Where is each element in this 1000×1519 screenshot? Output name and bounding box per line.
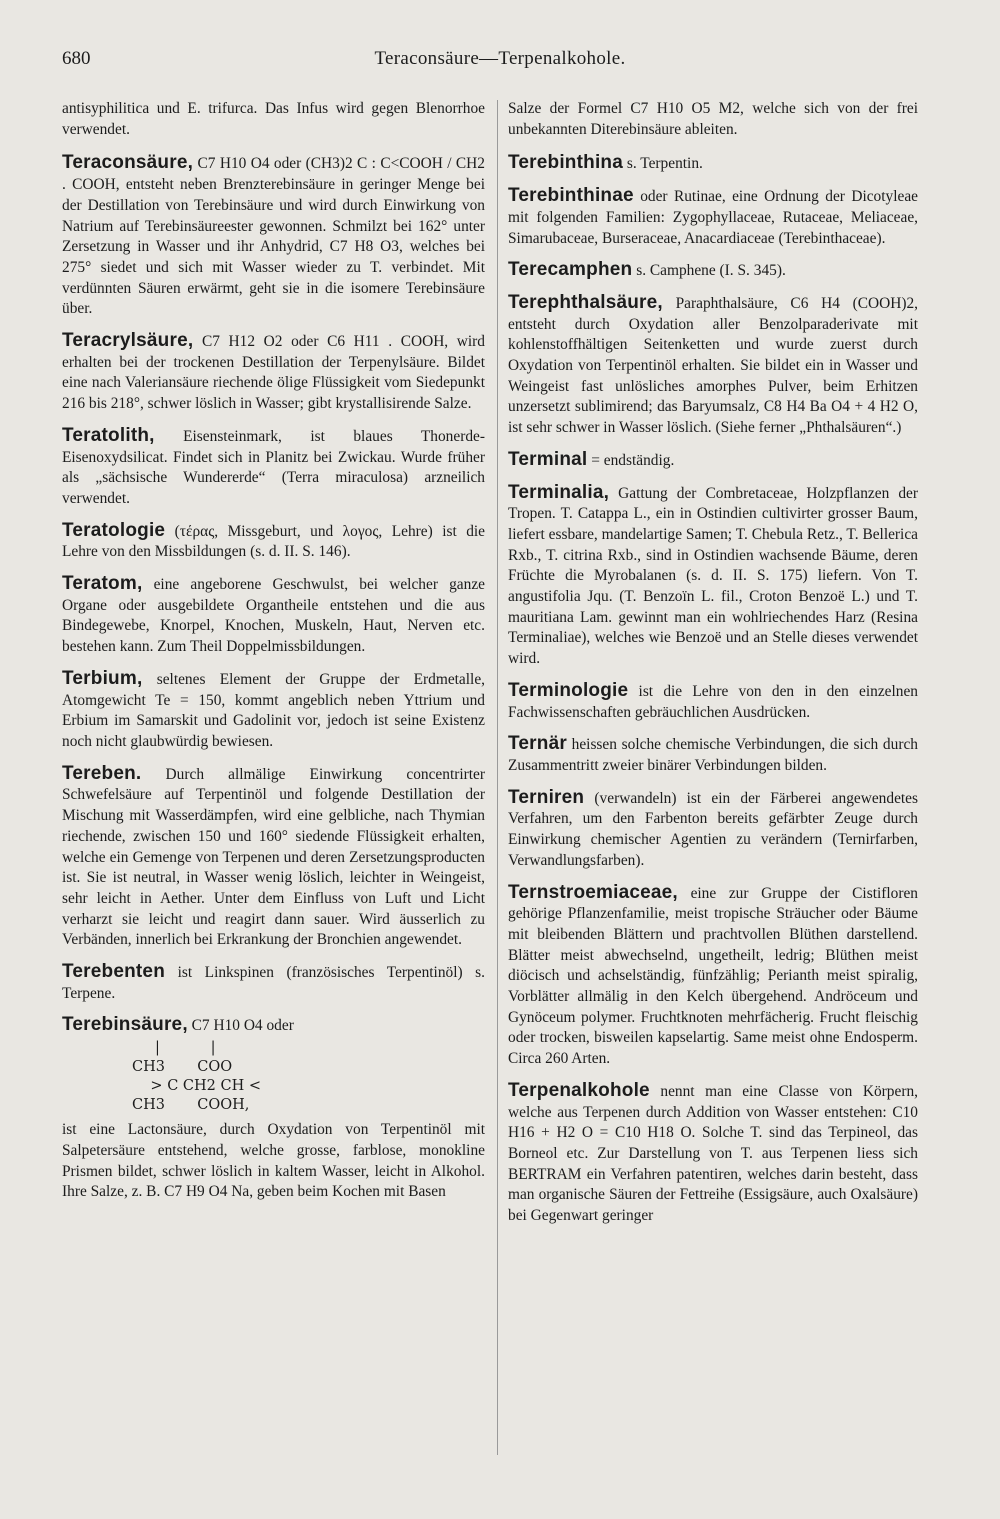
entry-headword: Terbium,: [62, 667, 143, 689]
entry-headword: Terpenalkohole: [508, 1079, 650, 1101]
entry-text: oder Rutinae, eine Ordnung der Dicotyleae mit folgenden Familien: Zygophyllaceae, Rutaceae, Meliaceae, Simarubaceae, Burseraceae, Anacardiaceae (Terebinthaceae).: [508, 188, 918, 247]
dictionary-entry: [62, 669, 485, 753]
structural-formula: | | CH3 COO > C CH2 CH < CH3 COOH,: [132, 1040, 261, 1114]
entry-headword: Terebinthina: [508, 152, 623, 174]
entry-headword: Terniren: [508, 786, 585, 808]
entry-headword: Teratom,: [62, 573, 143, 595]
entry-headword: Teratologie: [62, 519, 166, 541]
dictionary-entry: [62, 153, 485, 320]
dictionary-entry: [508, 186, 918, 249]
entry-headword: Ternär: [508, 733, 567, 755]
entry-text: seltenes Element der Gruppe der Erdmetalle, Atomgewicht Te = 150, kommt angeblich neben Yttrium und Erbium im Samarskit und Gadolinit vor, jedoch ist seine Existenz noch nicht glaubwürdig bewiesen.: [62, 670, 485, 750]
left-column: [62, 98, 485, 1214]
entry-text: (τέρας, Missgeburt, und λογος, Lehre) ist die Lehre von den Missbildungen (s. d. II. S. 146).: [62, 522, 486, 561]
entry-headword: Terminologie: [508, 679, 629, 701]
entry-headword: Terminal: [508, 448, 588, 470]
entry-text: eine zur Gruppe der Cistifloren gehörige Pflanzenfamilie, meist tropische Sträucher oder Bäume mit bleibenden Blättern und prachtvollen Blüthen darstellend. Blätter meist abwechselnd, ungetheilt, ledrig; Blüthen meist diöcisch und achselständig, fünfzählig; Perianth meist spiralig, Vorblätter allmälig in den Kelch übergehend. Andröceum und Gynöceum polymer. Fruchtknoten mehrfächerig. Frucht fleischig oder trocken, bisweilen kapselartig. Same meist ohne Endosperm. Circa 260 Arten.: [508, 884, 918, 1068]
dictionary-entry: [508, 681, 918, 723]
entry-text: eine angeborene Geschwulst, bei welcher ganze Organe oder ausgebildete Organtheile entstehen und die aus Bindegewebe, Knorpel, Knochen, Muskeln, Haut, Nerven etc. bestehen kann. Zum Theil Doppelmissbildungen.: [62, 576, 485, 656]
column-divider: [497, 100, 498, 1455]
dictionary-entry: [62, 98, 485, 140]
entry-headword: Ternstroemiaceae,: [508, 881, 678, 903]
dictionary-entry: [508, 98, 918, 140]
entry-headword: Teraconsäure,: [62, 152, 194, 174]
dictionary-entry: [62, 331, 485, 415]
entry-headword: Terebenten: [62, 961, 166, 983]
entry-text: ist eine Lactonsäure, durch Oxydation von Terpentinöl mit Salpetersäure entstehend, welche grosse, farblose, monokline Prismen bildet, schwer löslich in kaltem Wasser, leicht in Alkohol. Ihre Salze, z. B. C7 H9 O4 Na, geben beim Kochen mit Basen: [62, 1121, 485, 1201]
entry-text: Durch allmälige Einwirkung concentrirter Schwefelsäure auf Terpentinöl und folgende Destillation der Mischung mit Wasserdämpfen, wird eine gelbliche, nach Thymian riechende, zwischen 150 und 160° siedende Flüssigkeit erhalten, welche ein Gemenge von Terpenen und deren Zersetzungsproducten ist. Sie ist neutral, in Wasser wenig löslich, leichter in Weingeist, sehr leicht in Aether. Unter dem Einfluss von Luft und Licht verharzt sie leicht und reagirt dann sauer. Wird äusserlich zu Verbänden, innerlich bei Erkrankung der Bronchien angewendet.: [62, 765, 485, 949]
dictionary-entry: [508, 293, 918, 439]
entry-text: Paraphthalsäure, C6 H4 (COOH)2, entsteht durch Oxydation aller Benzolparaderivate mit kohlenstoffhältigen Seitenketten und wurde zuerst durch Oxydation von Terpentinöl erhalten. Sie bildet ein in Wasser und Weingeist fast unlösliches amorphes Pulver, beim Erhitzen unzersetzt sublimirend; das Baryumsalz, C8 H4 Ba O4 + 4 H2 O, ist sehr schwer in Wasser löslich. (Siehe ferner „Phthalsäuren“.): [508, 294, 918, 437]
dictionary-entry: [508, 450, 918, 472]
entry-text: s. Camphene (I. S. 345).: [636, 262, 786, 280]
dictionary-entry: [508, 883, 918, 1070]
entry-headword: Terebinsäure,: [62, 1014, 188, 1036]
entry-headword: Terebinthinae: [508, 185, 634, 207]
entry-text: ist Linkspinen (französisches Terpentinöl) s. Terpene.: [62, 964, 485, 1002]
entry-text: C7 H12 O2 oder C6 H11 . COOH, wird erhalten bei der trockenen Destillation der Terpenylsäure. Bildet eine nach Valeriansäure riechende ölige Flüssigkeit vom Siedepunkt 216 bis 218°, schwer löslich in Wasser; gibt krystallisirende Salze.: [62, 333, 485, 413]
entry-headword: Terminalia,: [508, 481, 610, 503]
right-column: [508, 98, 918, 1238]
entry-text: Salze der Formel C7 H10 O5 M2, welche sich von der frei unbekannten Diterebinsäure ableiten.: [508, 100, 918, 138]
dictionary-entry: [62, 521, 485, 563]
entry-text: Eisensteinmark, ist blaues Thonerde-Eisenoxydsilicat. Findet sich in Planitz bei Zwickau. Wurde früher als „sächsische Wundererde“ (Terra miraculosa) arzneilich verwendet.: [62, 427, 485, 507]
dictionary-entry: [62, 574, 485, 658]
page-number: 680: [62, 48, 91, 69]
dictionary-entry: [508, 1081, 918, 1227]
entry-text: nennt man eine Classe von Körpern, welche aus Terpenen durch Addition von Wasser entstehen: C10 H16 + H2 O = C10 H18 O. Solche T. sind das Terpineol, das Borneol etc. Zur Darstellung von T. aus Terpenen liess sich BERTRAM ein Verfahren patentiren, welches darin besteht, dass man organische Säuren der Fettreihe (Essigsäure, auch Oxalsäure) bei Gegenwart geringer: [508, 1082, 918, 1225]
entry-text: C7 H10 O4 oder (CH3)2 C : C<COOH / CH2 . COOH, entsteht neben Brenzterebinsäure in geringer Menge bei der Destillation von Terebinsäure und wird durch Einwirkung von Natrium auf Terebinsäureester gewonnen. Schmilzt bei 162° unter Zersetzung in Wasser und ihr Anhydrid, C7 H8 O3, welches bei 275° siedet und sich mit Wasser wieder zu T. verbindet. Mit verdünnten Säuren erwärmt, geht sie in die isomere Terebinsäure über.: [62, 155, 485, 318]
entry-text: (verwandeln) ist ein der Färberei angewendetes Verfahren, um den Farbenton bereits gefärbter Zeuge durch Einwirkung chemischer Agentien zu verändern (Ternirfarben, Verwandlungsfarben).: [508, 789, 918, 869]
dictionary-entry: [62, 764, 485, 951]
entry-headword: Terephthalsäure,: [508, 291, 663, 313]
entry-headword: Teracrylsäure,: [62, 330, 194, 352]
dictionary-entry: [62, 426, 485, 510]
entry-headword: Terecamphen: [508, 259, 633, 281]
entry-headword: Teratolith,: [62, 424, 155, 446]
entry-text: ist die Lehre von den in den einzelnen Fachwissenschaften gebräuchlichen Ausdrücken.: [508, 682, 919, 721]
dictionary-entry: [508, 153, 918, 175]
dictionary-entry: [508, 260, 918, 282]
entry-headword: Tereben.: [62, 762, 142, 784]
entry-text: s. Terpentin.: [626, 155, 703, 173]
dictionary-entry: [508, 483, 918, 670]
dictionary-entry: [508, 734, 918, 776]
dictionary-entry: [508, 788, 918, 872]
dictionary-entry: [62, 1119, 485, 1203]
entry-text: Gattung der Combretaceae, Holzpflanzen der Tropen. T. Catappa L., ein in Ostindien cultivirter grosser Baum, liefert essbare, mandelartige Samen; T. Chebula Retz., T. Bellerica Rxb., T. citrina Rxb., sind in Ostindien wachsende Bäume, deren Früchte die Myrobalanen (s. d. II. S. 175) liefern. Von T. angustifolia Jqu. (T. Benzoïn L. fil., Croton Benzoë L.) und T. mauritiana Lam. gewinnt man ein wohlriechendes Harz (Resina Terminaliae), welches wie Benzoë und an Stelle dieses verwendet wird.: [508, 484, 918, 668]
entry-text: heissen solche chemische Verbindungen, die sich durch Zusammentritt zweier binärer Verbindungen bilden.: [508, 736, 918, 774]
entry-text: C7 H10 O4 oder: [191, 1017, 294, 1035]
dictionary-entry: [62, 962, 485, 1004]
entry-text: antisyphilitica und E. trifurca. Das Infus wird gegen Blenorrhoe verwendet.: [62, 100, 485, 138]
entry-text: = endständig.: [591, 451, 675, 469]
running-head: Teraconsäure—Terpenalkohole.: [374, 48, 626, 69]
dictionary-entry: [62, 1015, 485, 1037]
